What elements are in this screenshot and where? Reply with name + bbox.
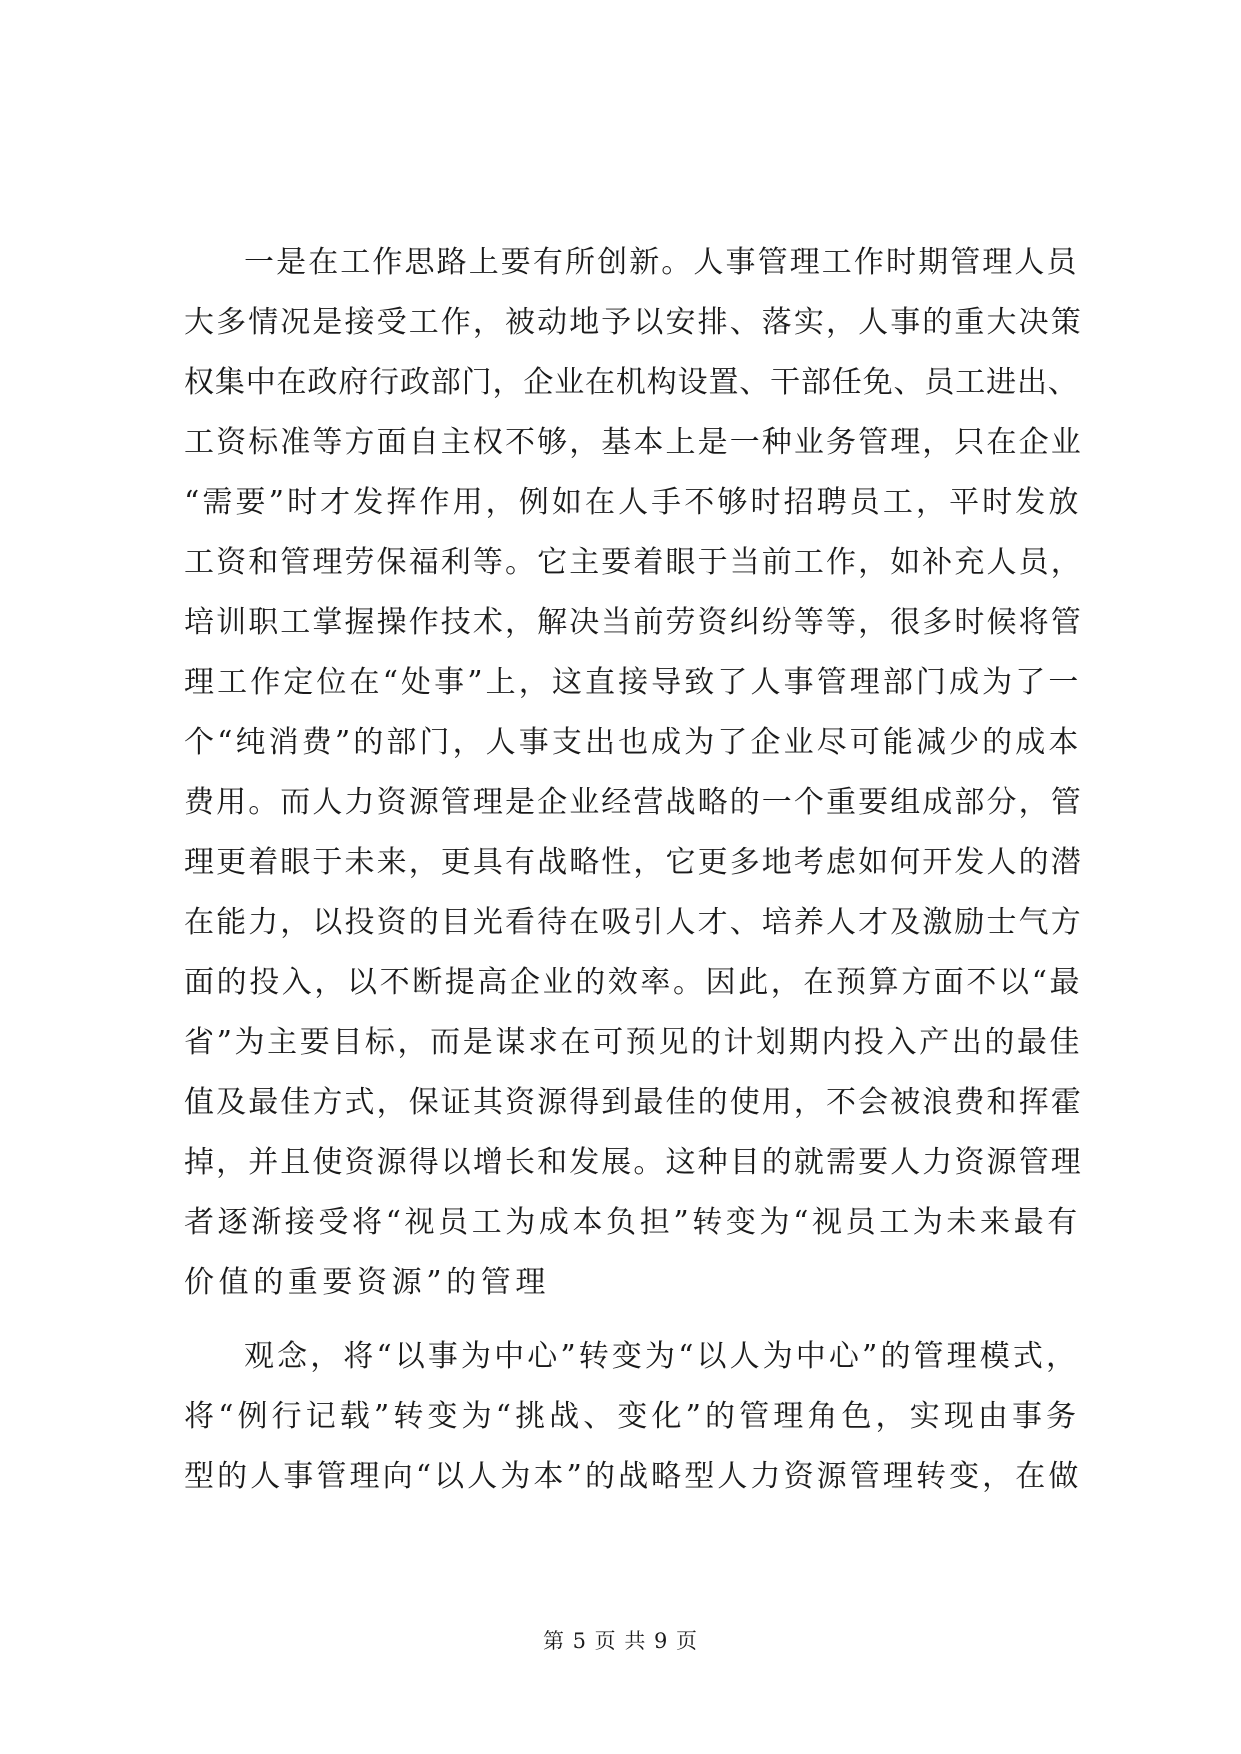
paragraph-line: 培训职工掌握操作技术，解决当前劳资纠纷等等，很多时候将管 [184, 605, 1083, 640]
paragraph-line: 观念，将“以事为中心”转变为“以人为中心”的管理模式， [244, 1339, 1080, 1374]
paragraph-line: 掉，并且使资源得以增长和发展。这种目的就需要人力资源管理 [184, 1145, 1083, 1180]
paragraph-line: 省”为主要目标，而是谋求在可预见的计划期内投入产出的最佳 [184, 1025, 1083, 1060]
paragraph-line: 将“例行记载”转变为“挑战、变化”的管理角色，实现由事务 [184, 1399, 1081, 1434]
paragraph-2 [184, 1327, 1084, 1507]
paragraph-line: 大多情况是接受工作，被动地予以安排、落实，人事的重大决策 [184, 305, 1083, 340]
paragraph-line: 型的人事管理向“以人为本”的战略型人力资源管理转变，在做 [184, 1459, 1082, 1494]
paragraph-line: “需要”时才发挥作用，例如在人手不够时招聘员工，平时发放 [184, 485, 1082, 520]
paragraph-gap [184, 1313, 1084, 1327]
paragraph-line: 工资和管理劳保福利等。它主要着眼于当前工作，如补充人员， [184, 545, 1083, 580]
paragraph-line: 面的投入，以不断提高企业的效率。因此，在预算方面不以“最 [184, 965, 1083, 1000]
paragraph-line: 一是在工作思路上要有所创新。人事管理工作时期管理人员 [244, 245, 1079, 280]
paragraph-line: 在能力，以投资的目光看待在吸引人才、培养人才及激励士气方 [184, 905, 1083, 940]
paragraph-line: 理工作定位在“处事”上，这直接导致了人事管理部门成为了一 [184, 665, 1082, 700]
paragraph-line: 者逐渐接受将“视员工为成本负担”转变为“视员工为未来最有 [184, 1205, 1081, 1240]
paragraph-line: 费用。而人力资源管理是企业经营战略的一个重要组成部分，管 [184, 785, 1083, 820]
paragraph-line: 值及最佳方式，保证其资源得到最佳的使用，不会被浪费和挥霍 [184, 1085, 1083, 1120]
paragraph-line: 工资标准等方面自主权不够，基本上是一种业务管理，只在企业 [184, 425, 1083, 460]
paragraph-line: 个“纯消费”的部门，人事支出也成为了企业尽可能减少的成本 [184, 725, 1082, 760]
body-text [184, 233, 1084, 1507]
page-number-footer: 第 5 页 共 9 页 [542, 1629, 699, 1653]
paragraph-line: 理更着眼于未来，更具有战略性，它更多地考虑如何开发人的潜 [184, 845, 1083, 880]
paragraph-line: 价值的重要资源”的管理 [184, 1265, 550, 1300]
paragraph-line: 权集中在政府行政部门，企业在机构设置、干部任免、员工进出、 [184, 365, 1079, 400]
paragraph-1 [184, 233, 1084, 1313]
